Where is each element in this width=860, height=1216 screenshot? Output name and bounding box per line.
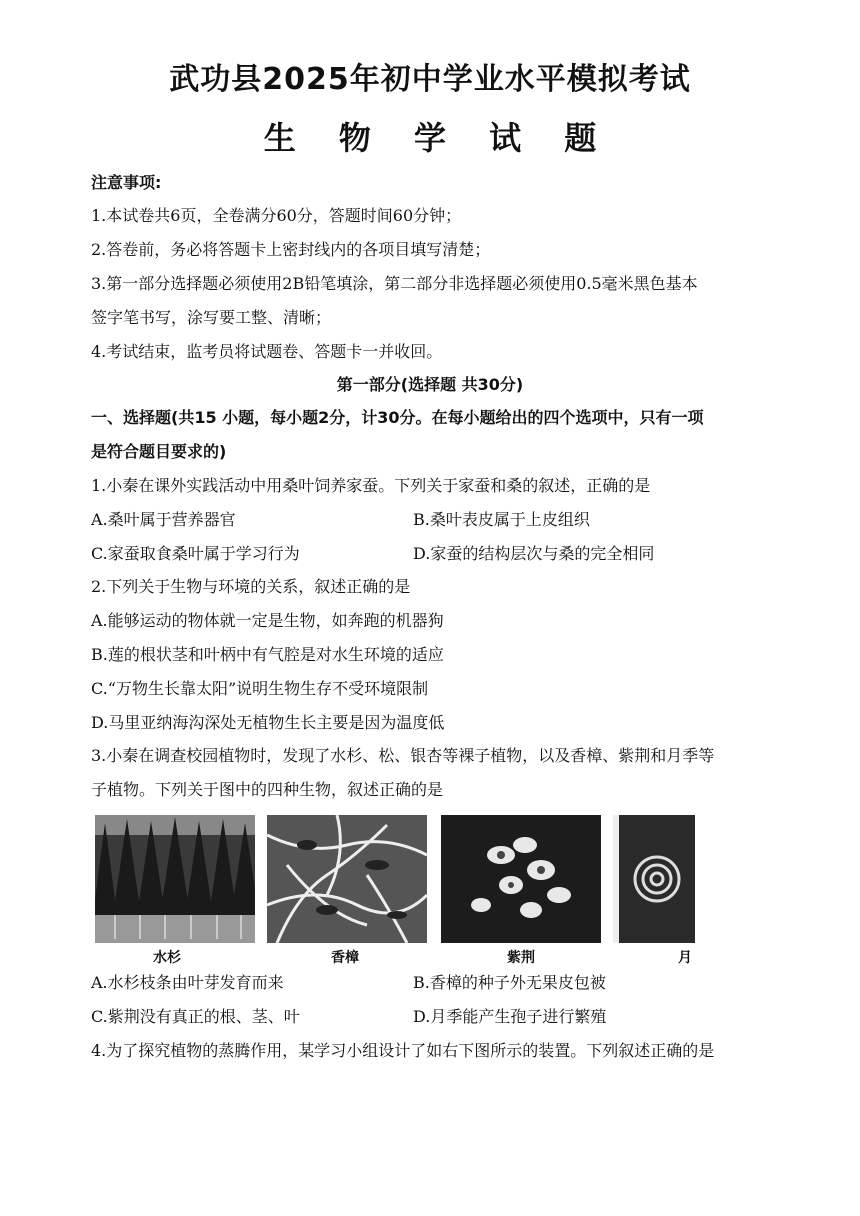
note-item: 4.考试结束，监考员将试题卷、答题卡一并收回。 xyxy=(91,342,443,361)
q1-stem: 1.小秦在课外实践活动中用桑叶饲养家蚕。下列关于家蚕和桑的叙述，正确的是 xyxy=(91,476,651,495)
camphor-tree-photo xyxy=(267,815,427,943)
exam-title: 武功县2025年初中学业水平模拟考试 xyxy=(169,62,691,97)
rose-photo xyxy=(613,815,695,943)
part1-title: 第一部分(选择题 共30分) xyxy=(336,375,524,394)
q2-option-b: B.莲的根状茎和叶柄中有气腔是对水生环境的适应 xyxy=(91,645,444,664)
q3-option-a: A.水杉枝条由叶芽发育而来 xyxy=(91,973,284,992)
caption-redbud: 紫荆 xyxy=(507,950,535,966)
note-item: 签字笔书写，涂写要工整、清晰； xyxy=(91,308,332,327)
q1-option-c: C.家蚕取食桑叶属于学习行为 xyxy=(91,544,300,563)
q4-stem: 4.为了探究植物的蒸腾作用，某学习小组设计了如右下图所示的装置。下列叙述正确的是 xyxy=(91,1041,715,1060)
caption-camphor: 香樟 xyxy=(331,950,359,966)
q3-stem: 3.小秦在调查校园植物时，发现了水杉、松、银杏等裸子植物，以及香樟、紫荆和月季等 xyxy=(91,746,715,765)
q2-stem: 2.下列关于生物与环境的关系，叙述正确的是 xyxy=(91,577,411,596)
notes-heading: 注意事项: xyxy=(91,173,162,192)
q2-option-c: C.“万物生长靠太阳”说明生物生存不受环境限制 xyxy=(91,679,429,698)
note-item: 2.答卷前，务必将答题卡上密封线内的各项目填写清楚； xyxy=(91,240,491,259)
plant-photos-figure xyxy=(95,815,700,966)
q1-option-b: B.桑叶表皮属于上皮组织 xyxy=(413,510,590,529)
q2-option-d: D.马里亚纳海沟深处无植物生长主要是因为温度低 xyxy=(91,713,445,732)
q1-option-d: D.家蚕的结构层次与桑的完全相同 xyxy=(413,544,655,563)
q3-option-d: D.月季能产生孢子进行繁殖 xyxy=(413,1007,607,1026)
q3-stem-cont: 子植物。下列关于图中的四种生物，叙述正确的是 xyxy=(91,780,444,799)
q1-option-a: A.桑叶属于营养器官 xyxy=(91,510,236,529)
section-heading-cont: 是符合题目要求的) xyxy=(91,442,227,461)
caption-dawn-redwood: 水杉 xyxy=(153,950,181,966)
section-heading: 一、选择题(共15 小题，每小题2分，计30分。在每小题给出的四个选项中，只有一项 xyxy=(91,408,704,427)
note-item: 1.本试卷共6页，全卷满分60分，答题时间60分钟； xyxy=(91,206,462,225)
q3-option-c: C.紫荆没有真正的根、茎、叶 xyxy=(91,1007,300,1026)
note-item: 3.第一部分选择题必须使用2B铅笔填涂，第二部分非选择题必须使用0.5毫米黑色基本 xyxy=(91,274,698,293)
q2-option-a: A.能够运动的物体就一定是生物，如奔跑的机器狗 xyxy=(91,611,444,630)
caption-rose: 月 xyxy=(678,950,692,966)
q3-option-b: B.香樟的种子外无果皮包被 xyxy=(413,973,606,992)
redbud-photo xyxy=(441,815,601,943)
dawn-redwood-photo xyxy=(95,815,255,943)
exam-subtitle: 生 物 学 试 题 xyxy=(263,119,613,157)
